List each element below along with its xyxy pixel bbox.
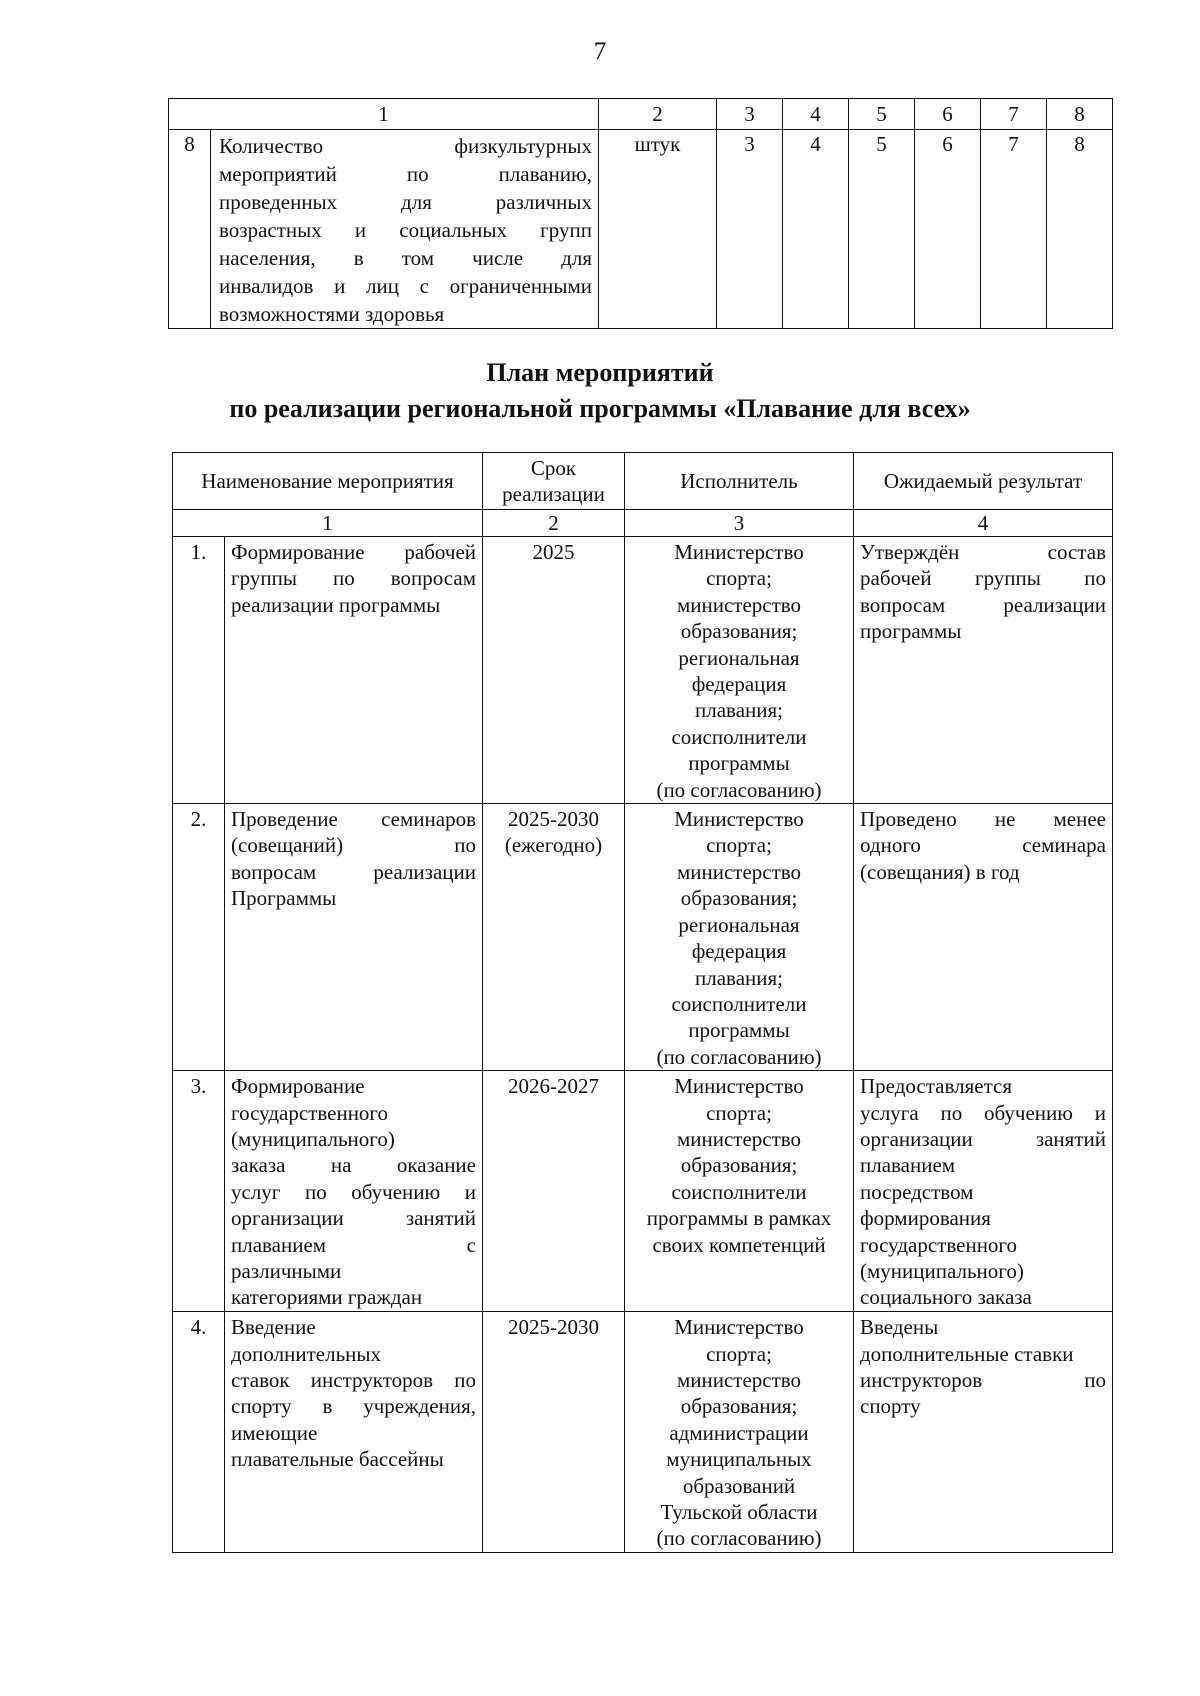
row-number: 2. bbox=[173, 804, 225, 1071]
event-result-line: Введены bbox=[860, 1315, 939, 1340]
event-name-line: вопросам реализации bbox=[231, 859, 476, 884]
indicator-name-line: Количество физкультурных bbox=[219, 134, 592, 158]
indicator-name-line: возможностями здоровья bbox=[219, 302, 445, 326]
indicator-value: 8 bbox=[1047, 130, 1113, 329]
event-term-line: 2025-2030 bbox=[508, 1315, 599, 1340]
indicator-unit: штук bbox=[599, 130, 717, 329]
event-result-line: одного семинара bbox=[860, 833, 1106, 858]
indicator-header-row bbox=[169, 99, 1113, 130]
indicator-value: 4 bbox=[783, 130, 849, 329]
event-name-line: Введение bbox=[231, 1315, 316, 1340]
event-result-line: Предоставляется bbox=[860, 1074, 1013, 1099]
event-name-line: Проведение семинаров bbox=[231, 807, 476, 832]
event-executor-line: (по согласованию) bbox=[656, 1044, 822, 1069]
event-result-line: услуга по обучению и bbox=[860, 1100, 1106, 1125]
event-executor-line: образований bbox=[682, 1473, 796, 1498]
event-term bbox=[483, 1071, 625, 1312]
header-term-line: реализации bbox=[502, 482, 605, 506]
event-name-line: организации занятий bbox=[231, 1206, 476, 1231]
event-executor-line: программы bbox=[688, 751, 790, 776]
indicator-table bbox=[168, 98, 1113, 329]
col-number: 4 bbox=[854, 510, 1113, 537]
indicator-name bbox=[211, 130, 599, 329]
event-result-line: государственного bbox=[860, 1232, 1018, 1257]
indicator-value: 3 bbox=[717, 130, 783, 329]
event-executor-line: соисполнители bbox=[671, 724, 807, 749]
event-executor-line: Министерство bbox=[674, 1074, 804, 1099]
indicator-col-header: 6 bbox=[915, 99, 981, 130]
event-executor-line: спорта; bbox=[706, 1100, 772, 1125]
event-name-line: Формирование рабочей bbox=[231, 540, 476, 564]
indicator-col-header: 1 bbox=[169, 99, 599, 130]
event-result-line: формирования bbox=[860, 1206, 991, 1231]
event-term bbox=[483, 804, 625, 1071]
event-result-line: программы bbox=[860, 619, 962, 644]
event-executor-line: Министерство bbox=[674, 807, 804, 832]
event-result-line: Утверждён состав bbox=[860, 540, 1106, 564]
table-row bbox=[173, 537, 1113, 804]
event-term bbox=[483, 537, 625, 804]
event-name-line: категориями граждан bbox=[231, 1285, 423, 1310]
event-executor-line: Тульской области bbox=[660, 1499, 818, 1524]
event-name-line: реализации программы bbox=[231, 592, 441, 617]
event-term-line: 2026-2027 bbox=[508, 1074, 599, 1099]
header-name: Наименование мероприятия bbox=[173, 453, 483, 510]
event-name-line: государственного bbox=[231, 1100, 389, 1125]
plan-title: План мероприятий bbox=[486, 358, 714, 387]
event-name-line: плаванием с bbox=[231, 1232, 476, 1257]
event-term-line: (ежегодно) bbox=[504, 833, 603, 858]
indicator-col-header: 8 bbox=[1047, 99, 1113, 130]
event-executor bbox=[625, 1071, 854, 1312]
event-term-line: 2025-2030 bbox=[508, 807, 599, 832]
event-result-line: социального заказа bbox=[860, 1285, 1032, 1310]
event-executor-line: спорта; bbox=[706, 833, 772, 858]
event-term-line: 2025 bbox=[532, 540, 575, 564]
indicator-name-line: проведенных для различных bbox=[219, 190, 592, 214]
event-executor-line: спорта; bbox=[706, 1341, 772, 1366]
col-number: 2 bbox=[483, 510, 625, 537]
event-executor-line: Министерство bbox=[674, 540, 804, 564]
table-row bbox=[173, 1071, 1113, 1312]
event-result-line: спорту bbox=[860, 1394, 921, 1419]
event-executor bbox=[625, 537, 854, 804]
indicator-col-header: 7 bbox=[981, 99, 1047, 130]
event-executor-line: министерство bbox=[676, 592, 802, 617]
event-executor-line: спорта; bbox=[706, 566, 772, 591]
event-result-line: инструкторов по bbox=[860, 1367, 1106, 1392]
header-term bbox=[483, 453, 625, 510]
table-row bbox=[173, 804, 1113, 1071]
event-name-line: группы по вопросам bbox=[231, 566, 476, 591]
event-name-line: (совещаний) по bbox=[231, 833, 476, 858]
event-executor-line: (по согласованию) bbox=[656, 777, 822, 802]
indicator-col-header: 4 bbox=[783, 99, 849, 130]
event-executor-line: (по согласованию) bbox=[656, 1526, 822, 1551]
event-result bbox=[854, 537, 1113, 804]
event-executor-line: региональная bbox=[678, 645, 800, 670]
event-result-line: посредством bbox=[860, 1179, 974, 1204]
row-number: 1. bbox=[173, 537, 225, 804]
row-number: 4. bbox=[173, 1312, 225, 1553]
event-result bbox=[854, 804, 1113, 1071]
table-row bbox=[169, 130, 1113, 329]
event-result-line: плаванием bbox=[860, 1153, 956, 1178]
event-name-line: дополнительных bbox=[231, 1341, 382, 1366]
plan-table bbox=[172, 452, 1113, 1553]
event-executor-line: программы в рамках bbox=[646, 1206, 832, 1231]
event-name-line: услуг по обучению и bbox=[231, 1179, 476, 1204]
event-executor bbox=[625, 804, 854, 1071]
event-executor-line: образования; bbox=[680, 619, 798, 644]
event-executor-line: федерация bbox=[691, 672, 787, 697]
event-result-line: организации занятий bbox=[860, 1126, 1106, 1151]
plan-column-numbers-row bbox=[173, 510, 1113, 537]
event-name bbox=[225, 537, 483, 804]
event-name-line: Формирование bbox=[231, 1074, 365, 1099]
indicator-name-line: населения, в том числе для bbox=[219, 246, 592, 270]
event-executor-line: образования; bbox=[680, 1153, 798, 1178]
event-name-line: Программы bbox=[231, 886, 337, 911]
event-executor-line: региональная bbox=[678, 912, 800, 937]
indicator-col-header: 3 bbox=[717, 99, 783, 130]
header-result: Ожидаемый результат bbox=[854, 453, 1113, 510]
event-name-line: ставок инструкторов по bbox=[231, 1367, 476, 1392]
event-executor-line: Министерство bbox=[674, 1315, 804, 1340]
event-executor-line: программы bbox=[688, 1018, 790, 1043]
plan-header-row bbox=[173, 453, 1113, 510]
event-executor-line: соисполнители bbox=[671, 1179, 807, 1204]
indicator-row-number: 8 bbox=[169, 130, 211, 329]
event-executor-line: образования; bbox=[680, 1394, 798, 1419]
indicator-value: 6 bbox=[915, 130, 981, 329]
event-executor-line: образования; bbox=[680, 886, 798, 911]
indicator-name-line: инвалидов и лиц с ограниченными bbox=[219, 274, 592, 298]
indicator-name-line: возрастных и социальных групп bbox=[219, 218, 592, 242]
indicator-value: 7 bbox=[981, 130, 1047, 329]
event-executor-line: министерство bbox=[676, 859, 802, 884]
event-executor-line: администрации bbox=[669, 1420, 809, 1445]
page-number: 7 bbox=[593, 38, 607, 65]
row-number: 3. bbox=[173, 1071, 225, 1312]
indicator-col-header: 2 bbox=[599, 99, 717, 130]
event-name-line: (муниципального) bbox=[231, 1126, 395, 1151]
event-result-line: дополнительные ставки bbox=[860, 1341, 1074, 1366]
event-executor-line: министерство bbox=[676, 1367, 802, 1392]
col-number: 1 bbox=[173, 510, 483, 537]
indicator-name-line: мероприятий по плаванию, bbox=[219, 162, 592, 186]
event-executor-line: своих компетенций bbox=[652, 1232, 826, 1257]
event-result bbox=[854, 1312, 1113, 1553]
event-result bbox=[854, 1071, 1113, 1312]
event-name-line: заказа на оказание bbox=[231, 1153, 476, 1178]
event-executor-line: плавания; bbox=[695, 965, 783, 990]
header-executor: Исполнитель bbox=[625, 453, 854, 510]
indicator-value: 5 bbox=[849, 130, 915, 329]
header-term-line: Срок bbox=[530, 455, 577, 480]
event-result-line: (совещания) в год bbox=[860, 859, 1020, 884]
event-result-line: Проведено не менее bbox=[860, 807, 1106, 832]
event-result-line: рабочей группы по bbox=[860, 566, 1106, 591]
event-executor-line: плавания; bbox=[695, 698, 783, 723]
plan-subtitle: по реализации региональной программы «Плавание для всех» bbox=[229, 394, 971, 423]
event-name bbox=[225, 804, 483, 1071]
event-executor-line: соисполнители bbox=[671, 991, 807, 1016]
event-executor-line: министерство bbox=[676, 1126, 802, 1151]
event-name-line: плавательные бассейны bbox=[231, 1447, 444, 1472]
col-number: 3 bbox=[625, 510, 854, 537]
event-term bbox=[483, 1312, 625, 1553]
table-row bbox=[173, 1312, 1113, 1553]
event-name bbox=[225, 1071, 483, 1312]
event-name-line: имеющие bbox=[231, 1420, 318, 1445]
event-name-line: спорту в учреждения, bbox=[231, 1394, 476, 1419]
event-name bbox=[225, 1312, 483, 1553]
indicator-col-header: 5 bbox=[849, 99, 915, 130]
plan-body bbox=[173, 537, 1113, 1553]
event-result-line: вопросам реализации bbox=[860, 592, 1106, 617]
event-executor-line: федерация bbox=[691, 939, 787, 964]
event-result-line: (муниципального) bbox=[860, 1258, 1024, 1283]
event-name-line: различными bbox=[231, 1258, 342, 1283]
event-executor-line: муниципальных bbox=[666, 1447, 812, 1472]
event-executor bbox=[625, 1312, 854, 1553]
